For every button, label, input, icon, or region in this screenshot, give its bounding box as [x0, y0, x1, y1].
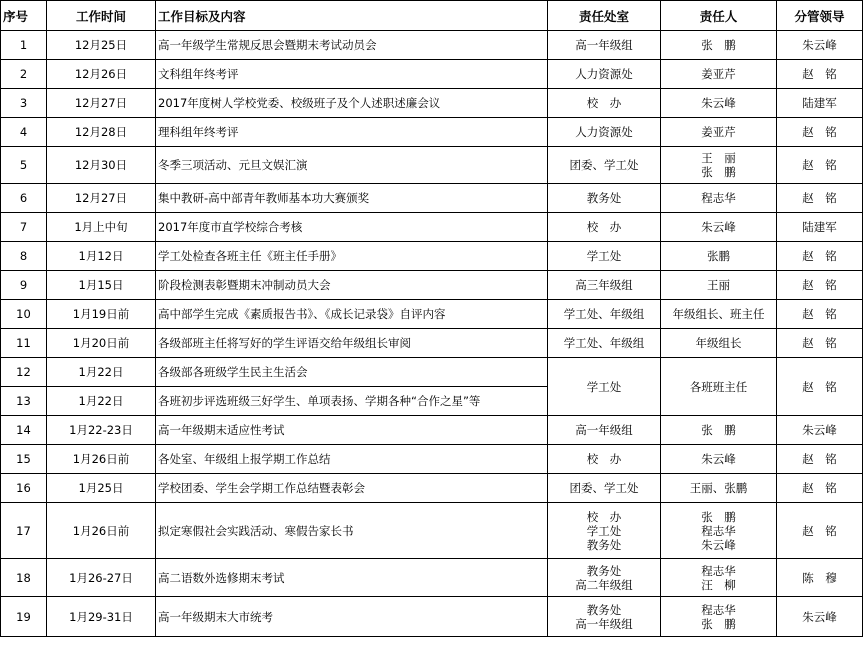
header-seq: 序号 — [1, 1, 47, 31]
header-time: 工作时间 — [47, 1, 156, 31]
cell-leader: 赵 铭 — [777, 60, 863, 89]
table-row — [1, 242, 863, 271]
cell-time: 1月26-27日 — [47, 559, 156, 597]
cell-time: 1月26日前 — [47, 445, 156, 474]
cell-leader: 赵 铭 — [777, 242, 863, 271]
cell-task: 2017年度市直学校综合考核 — [156, 213, 548, 242]
cell-time: 1月26日前 — [47, 503, 156, 559]
cell-task: 理科组年终考评 — [156, 118, 548, 147]
cell-person: 程志华 汪 柳 — [661, 559, 777, 597]
cell-seq: 11 — [1, 329, 47, 358]
cell-task: 各班初步评选班级三好学生、单项表扬、学期各种“合作之星”等 — [156, 387, 548, 416]
table-row — [1, 89, 863, 118]
cell-dept: 校 办 学工处 教务处 — [548, 503, 661, 559]
cell-time: 1月20日前 — [47, 329, 156, 358]
cell-dept: 人力资源处 — [548, 118, 661, 147]
cell-seq: 12 — [1, 358, 47, 387]
cell-seq: 7 — [1, 213, 47, 242]
cell-dept: 学工处 — [548, 242, 661, 271]
cell-person: 姜亚芹 — [661, 60, 777, 89]
cell-person: 年级组长、班主任 — [661, 300, 777, 329]
cell-dept: 学工处、年级组 — [548, 329, 661, 358]
cell-person: 姜亚芹 — [661, 118, 777, 147]
cell-leader: 陆建军 — [777, 213, 863, 242]
cell-time: 1月22日 — [47, 358, 156, 387]
cell-person: 朱云峰 — [661, 213, 777, 242]
cell-task: 冬季三项活动、元旦文娱汇演 — [156, 147, 548, 184]
cell-dept: 教务处 高一年级组 — [548, 597, 661, 637]
cell-person: 年级组长 — [661, 329, 777, 358]
cell-person: 王 丽 张 鹏 — [661, 147, 777, 184]
cell-dept: 团委、学工处 — [548, 474, 661, 503]
cell-seq: 10 — [1, 300, 47, 329]
cell-leader: 赵 铭 — [777, 184, 863, 213]
cell-task: 各级部班主任将写好的学生评语交给年级组长审阅 — [156, 329, 548, 358]
cell-leader: 朱云峰 — [777, 31, 863, 60]
table-row — [1, 147, 863, 184]
table-row — [1, 445, 863, 474]
cell-dept: 学工处、年级组 — [548, 300, 661, 329]
cell-seq: 4 — [1, 118, 47, 147]
cell-time: 1月22-23日 — [47, 416, 156, 445]
cell-person: 王丽、张鹏 — [661, 474, 777, 503]
cell-leader: 朱云峰 — [777, 597, 863, 637]
cell-person: 朱云峰 — [661, 89, 777, 118]
cell-seq: 8 — [1, 242, 47, 271]
header-leader: 分管领导 — [777, 1, 863, 31]
cell-task: 拟定寒假社会实践活动、寒假告家长书 — [156, 503, 548, 559]
cell-time: 12月25日 — [47, 31, 156, 60]
cell-task: 文科组年终考评 — [156, 60, 548, 89]
cell-person: 各班班主任 — [661, 358, 777, 416]
cell-person: 王丽 — [661, 271, 777, 300]
cell-seq: 14 — [1, 416, 47, 445]
cell-time: 1月25日 — [47, 474, 156, 503]
cell-dept: 高一年级组 — [548, 31, 661, 60]
cell-time: 1月上中旬 — [47, 213, 156, 242]
header-row — [1, 1, 863, 31]
cell-seq: 2 — [1, 60, 47, 89]
cell-leader: 朱云峰 — [777, 416, 863, 445]
table-row — [1, 503, 863, 559]
cell-time: 12月27日 — [47, 89, 156, 118]
table-row — [1, 300, 863, 329]
cell-task: 2017年度树人学校党委、校级班子及个人述职述廉会议 — [156, 89, 548, 118]
table-row — [1, 184, 863, 213]
cell-leader: 赵 铭 — [777, 474, 863, 503]
cell-task: 集中教研-高中部青年教师基本功大赛颁奖 — [156, 184, 548, 213]
header-dept: 责任处室 — [548, 1, 661, 31]
cell-dept: 校 办 — [548, 89, 661, 118]
table-row — [1, 329, 863, 358]
cell-task: 高一年级学生常规反思会暨期末考试动员会 — [156, 31, 548, 60]
cell-dept: 校 办 — [548, 445, 661, 474]
cell-dept: 团委、学工处 — [548, 147, 661, 184]
cell-dept: 学工处 — [548, 358, 661, 416]
cell-task: 学校团委、学生会学期工作总结暨表彰会 — [156, 474, 548, 503]
cell-dept: 校 办 — [548, 213, 661, 242]
cell-task: 学工处检查各班主任《班主任手册》 — [156, 242, 548, 271]
cell-seq: 17 — [1, 503, 47, 559]
cell-leader: 赵 铭 — [777, 445, 863, 474]
cell-dept: 高三年级组 — [548, 271, 661, 300]
cell-dept: 教务处 — [548, 184, 661, 213]
cell-seq: 18 — [1, 559, 47, 597]
cell-seq: 13 — [1, 387, 47, 416]
cell-leader: 赵 铭 — [777, 300, 863, 329]
cell-task: 阶段检测表彰暨期末冲制动员大会 — [156, 271, 548, 300]
cell-time: 12月30日 — [47, 147, 156, 184]
cell-time: 12月28日 — [47, 118, 156, 147]
cell-dept: 高一年级组 — [548, 416, 661, 445]
table-row — [1, 416, 863, 445]
table-row — [1, 271, 863, 300]
cell-seq: 9 — [1, 271, 47, 300]
cell-time: 12月26日 — [47, 60, 156, 89]
cell-time: 12月27日 — [47, 184, 156, 213]
table-row — [1, 559, 863, 597]
header-task: 工作目标及内容 — [156, 1, 548, 31]
cell-person: 张鹏 — [661, 242, 777, 271]
cell-time: 1月29-31日 — [47, 597, 156, 637]
cell-seq: 15 — [1, 445, 47, 474]
cell-person: 程志华 张 鹏 — [661, 597, 777, 637]
cell-task: 高二语数外选修期末考试 — [156, 559, 548, 597]
cell-time: 1月19日前 — [47, 300, 156, 329]
cell-person: 朱云峰 — [661, 445, 777, 474]
cell-task: 各级部各班级学生民主生活会 — [156, 358, 548, 387]
cell-seq: 5 — [1, 147, 47, 184]
cell-leader: 赵 铭 — [777, 271, 863, 300]
cell-leader: 赵 铭 — [777, 329, 863, 358]
cell-task: 高一年级期末大市统考 — [156, 597, 548, 637]
cell-leader: 陈 穆 — [777, 559, 863, 597]
table-row — [1, 31, 863, 60]
cell-seq: 16 — [1, 474, 47, 503]
cell-leader: 赵 铭 — [777, 147, 863, 184]
table-row — [1, 118, 863, 147]
cell-person: 程志华 — [661, 184, 777, 213]
cell-time: 1月12日 — [47, 242, 156, 271]
cell-seq: 3 — [1, 89, 47, 118]
cell-person: 张 鹏 — [661, 31, 777, 60]
table-row — [1, 597, 863, 637]
cell-leader: 陆建军 — [777, 89, 863, 118]
cell-time: 1月22日 — [47, 387, 156, 416]
cell-seq: 6 — [1, 184, 47, 213]
cell-leader: 赵 铭 — [777, 358, 863, 416]
cell-task: 各处室、年级组上报学期工作总结 — [156, 445, 548, 474]
cell-leader: 赵 铭 — [777, 503, 863, 559]
cell-task: 高中部学生完成《素质报告书》、《成长记录袋》自评内容 — [156, 300, 548, 329]
cell-task: 高一年级期末适应性考试 — [156, 416, 548, 445]
cell-seq: 1 — [1, 31, 47, 60]
table-row — [1, 60, 863, 89]
cell-seq: 19 — [1, 597, 47, 637]
cell-time: 1月15日 — [47, 271, 156, 300]
cell-leader: 赵 铭 — [777, 118, 863, 147]
table-row — [1, 474, 863, 503]
table-row — [1, 213, 863, 242]
cell-person: 张 鹏 程志华 朱云峰 — [661, 503, 777, 559]
header-person: 责任人 — [661, 1, 777, 31]
cell-dept: 教务处 高二年级组 — [548, 559, 661, 597]
table-row — [1, 358, 863, 387]
cell-dept: 人力资源处 — [548, 60, 661, 89]
cell-person: 张 鹏 — [661, 416, 777, 445]
